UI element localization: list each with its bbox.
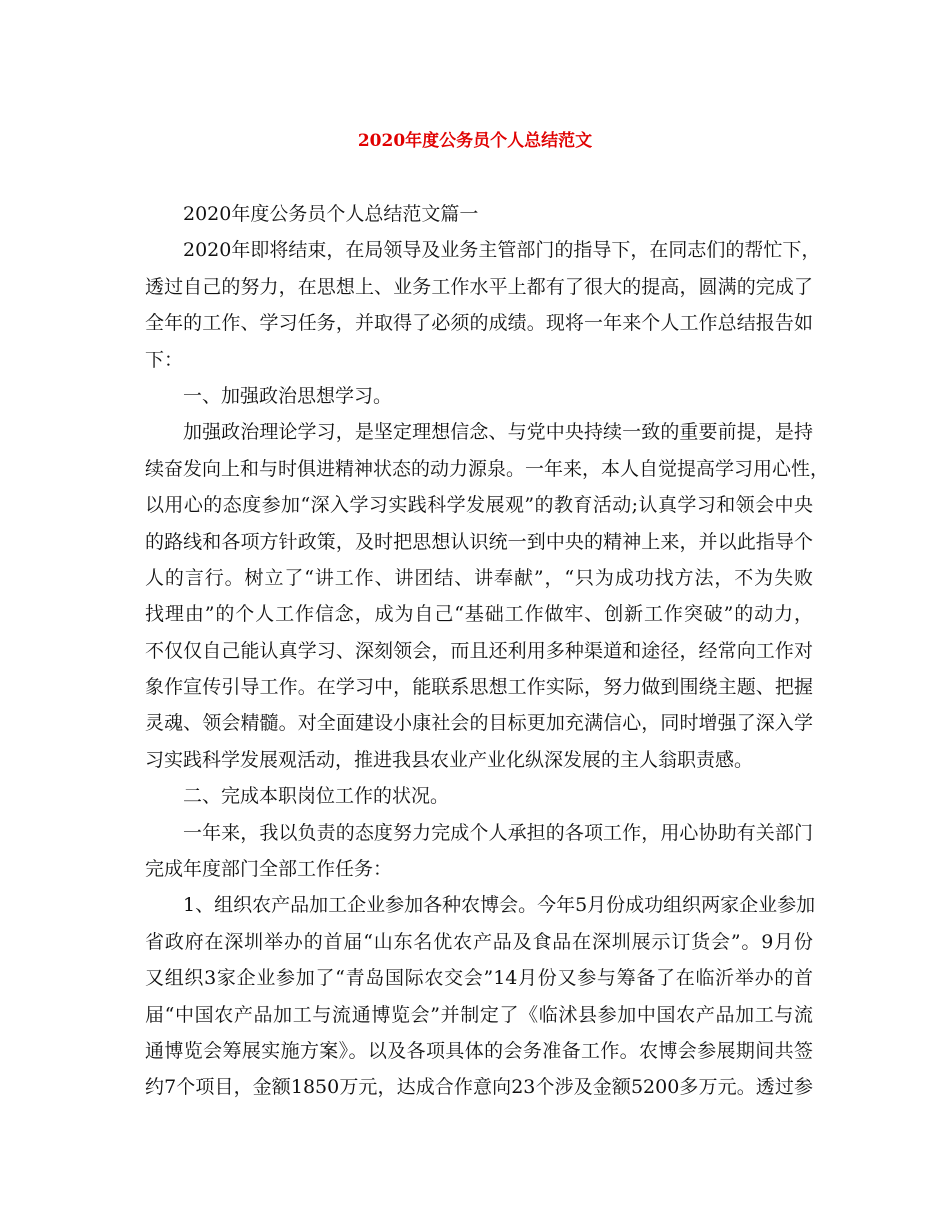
paragraph-line: 不仅仅自己能认真学习、深刻领会，而且还利用多种渠道和途径，经常向工作对 [145, 639, 813, 662]
paragraph-line: 象作宣传引导工作。在学习中，能联系思想工作实际，努力做到围绕主题、把握 [145, 676, 813, 699]
paragraph-line: 届“中国农产品加工与流通博览会”并制定了《临沭县参加中国农产品加工与流 [145, 1003, 813, 1026]
paragraph-line: 灵魂、领会精髓。对全面建设小康社会的目标更加充满信心，同时增强了深入学 [145, 712, 813, 735]
paragraph-line: 以用心的态度参加“深入学习实践科学发展观”的教育活动;认真学习和领会中央 [145, 494, 813, 517]
paragraph-line: 2020年度公务员个人总结范文篇一 [183, 203, 479, 225]
paragraph-line: 人的言行。树立了“讲工作、讲团结、讲奉献”，“只为成功找方法，不为失败 [145, 566, 813, 589]
paragraph-line: 2020年即将结束，在局领导及业务主管部门的指导下，在同志们的帮忙下， [183, 239, 821, 262]
paragraph-line: 找理由”的个人工作信念，成为自己“基础工作做牢、创新工作突破”的动力， [145, 603, 813, 626]
paragraph-line: 约7个项目，金额1850万元，达成合作意向23个涉及金额5200多万元。透过参 [145, 1076, 813, 1099]
paragraph-line: 习实践科学发展观活动，推进我县农业产业化纵深发展的主人翁职责感。 [145, 748, 754, 771]
paragraph-line: 全年的工作、学习任务，并取得了必须的成绩。现将一年来个人工作总结报告如 [145, 312, 813, 335]
paragraph-line: 透过自己的努力，在思想上、业务工作水平上都有了很大的提高，圆满的完成了 [145, 275, 813, 298]
paragraph-line: 又组织3家企业参加了“青岛国际农交会”14月份又参与筹备了在临沂举办的首 [145, 967, 813, 990]
paragraph-line: 续奋发向上和与时俱进精神状态的动力源泉。一年来，本人自觉提高学习用心性， [145, 457, 830, 480]
document-title: 2020年度公务员个人总结范文 [357, 131, 593, 151]
paragraph-line: 的路线和各项方针政策，及时把思想认识统一到中央的精神上来，并以此指导个 [145, 530, 813, 553]
paragraph-line: 一年来，我以负责的态度努力完成个人承担的各项工作，用心协助有关部门 [183, 821, 813, 844]
document-body [145, 196, 830, 1106]
paragraph-line: 二、完成本职岗位工作的状况。 [183, 785, 450, 808]
paragraph-line: 省政府在深圳举办的首届“山东名优农产品及食品在深圳展示订货会”。9月份 [145, 930, 813, 953]
paragraph-line: 完成年度部门全部工作任务： [145, 858, 393, 881]
paragraph-line: 下： [145, 348, 184, 371]
paragraph-line: 通博览会筹展实施方案》。以及各项具体的会务准备工作。农博会参展期间共签 [145, 1039, 813, 1062]
paragraph-line: 一、加强政治思想学习。 [183, 384, 393, 407]
paragraph-line: 1、组织农产品加工企业参加各种农博会。今年5月份成功组织两家企业参加 [183, 894, 816, 917]
paragraph-line: 加强政治理论学习，是坚定理想信念、与党中央持续一致的重要前提，是持 [183, 421, 813, 444]
